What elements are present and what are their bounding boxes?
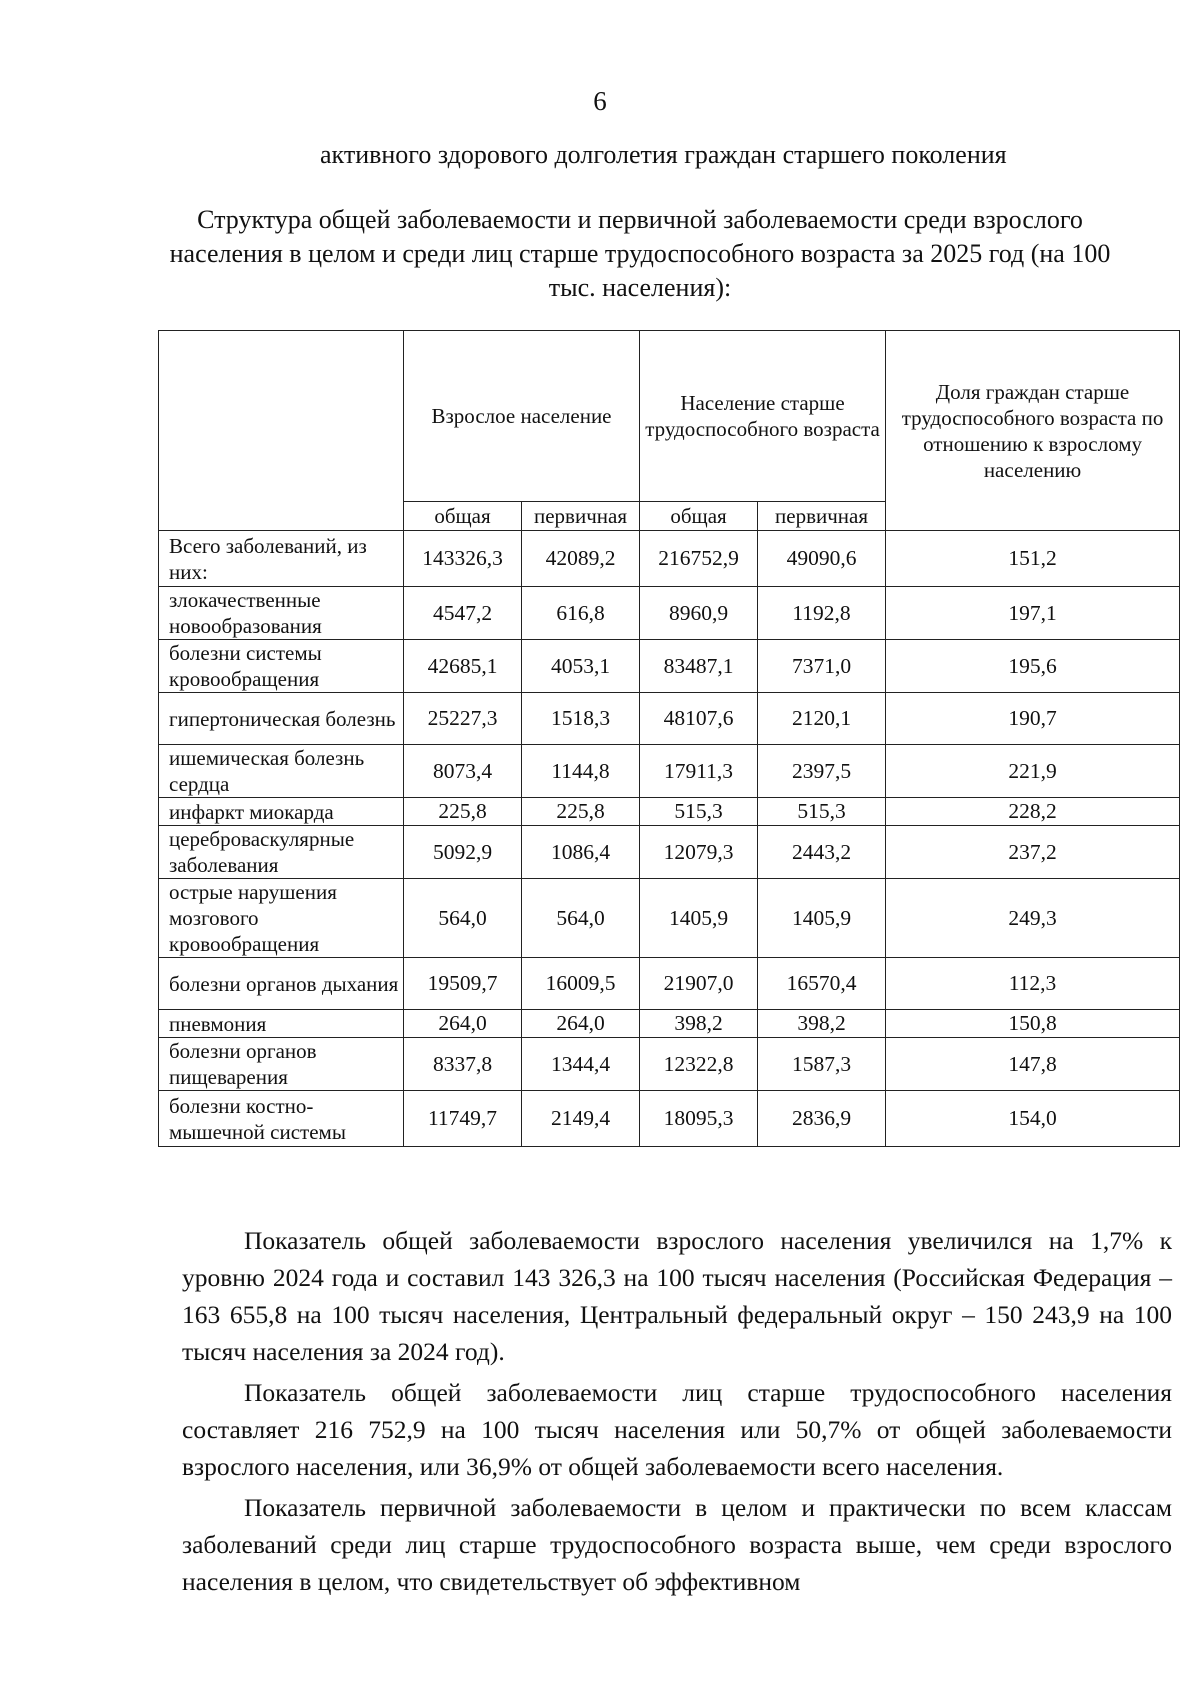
cell-senior-primary: 49090,6 bbox=[758, 531, 886, 587]
cell-senior-total: 21907,0 bbox=[640, 958, 758, 1010]
cell-adult-primary: 1144,8 bbox=[522, 745, 640, 798]
row-label: цереброваскулярные заболевания bbox=[159, 826, 404, 879]
subheader-adult-primary: первичная bbox=[522, 502, 640, 531]
cell-senior-share: 112,3 bbox=[886, 958, 1180, 1010]
row-label: Всего заболеваний, из них: bbox=[159, 531, 404, 587]
cell-adult-primary: 1518,3 bbox=[522, 693, 640, 745]
cell-adult-total: 19509,7 bbox=[404, 958, 522, 1010]
table-row bbox=[159, 798, 1180, 826]
cell-senior-share: 154,0 bbox=[886, 1091, 1180, 1147]
cell-adult-primary: 264,0 bbox=[522, 1010, 640, 1038]
cell-adult-primary: 42089,2 bbox=[522, 531, 640, 587]
cell-senior-share: 147,8 bbox=[886, 1038, 1180, 1091]
cell-senior-total: 216752,9 bbox=[640, 531, 758, 587]
page-number: 6 bbox=[593, 86, 607, 116]
cell-senior-total: 83487,1 bbox=[640, 640, 758, 693]
table-row bbox=[159, 958, 1180, 1010]
row-label: острые нарушения мозгового кровообращения bbox=[159, 879, 404, 958]
row-label: болезни костно-мышечной системы bbox=[159, 1091, 404, 1147]
cell-senior-total: 17911,3 bbox=[640, 745, 758, 798]
row-label: ишемическая болезнь сердца bbox=[159, 745, 404, 798]
cell-senior-total: 12079,3 bbox=[640, 826, 758, 879]
cell-adult-total: 5092,9 bbox=[404, 826, 522, 879]
cell-senior-primary: 515,3 bbox=[758, 798, 886, 826]
cell-senior-total: 8960,9 bbox=[640, 587, 758, 640]
cell-adult-primary: 616,8 bbox=[522, 587, 640, 640]
cell-senior-total: 12322,8 bbox=[640, 1038, 758, 1091]
table-title: Структура общей заболеваемости и первичной заболеваемости среди взрослого населения в целом и среди лиц старше трудоспособного возраста за 2025 год (на 100 тыс. населения): bbox=[169, 205, 1111, 302]
table-row bbox=[159, 745, 1180, 798]
cell-adult-total: 225,8 bbox=[404, 798, 522, 826]
header-adult-population: Взрослое население bbox=[404, 331, 640, 502]
subheader-senior-total: общая bbox=[640, 502, 758, 531]
cell-senior-share: 190,7 bbox=[886, 693, 1180, 745]
cell-adult-primary: 564,0 bbox=[522, 879, 640, 958]
cell-senior-share: 237,2 bbox=[886, 826, 1180, 879]
cell-senior-primary: 1587,3 bbox=[758, 1038, 886, 1091]
cell-senior-primary: 1405,9 bbox=[758, 879, 886, 958]
cell-adult-total: 8073,4 bbox=[404, 745, 522, 798]
row-label: инфаркт миокарда bbox=[159, 798, 404, 826]
cell-senior-share: 221,9 bbox=[886, 745, 1180, 798]
cell-senior-total: 1405,9 bbox=[640, 879, 758, 958]
table-row bbox=[159, 531, 1180, 587]
cell-adult-total: 4547,2 bbox=[404, 587, 522, 640]
cell-adult-primary: 225,8 bbox=[522, 798, 640, 826]
cell-adult-primary: 1086,4 bbox=[522, 826, 640, 879]
table-row bbox=[159, 826, 1180, 879]
cell-adult-total: 264,0 bbox=[404, 1010, 522, 1038]
cell-adult-total: 143326,3 bbox=[404, 531, 522, 587]
row-label: гипертоническая болезнь bbox=[159, 693, 404, 745]
paragraph: Показатель первичной заболеваемости в целом и практически по всем классам заболеваний среди лиц старше трудоспособного возраста выше, чем среди взрослого населения в целом, что свидетельствует об эффективном bbox=[182, 1493, 1172, 1596]
cell-senior-total: 48107,6 bbox=[640, 693, 758, 745]
header-empty-cell bbox=[159, 331, 404, 531]
cell-senior-primary: 2397,5 bbox=[758, 745, 886, 798]
row-label: пневмония bbox=[159, 1010, 404, 1038]
table-row bbox=[159, 879, 1180, 958]
cell-senior-share: 150,8 bbox=[886, 1010, 1180, 1038]
row-label: болезни системы кровообращения bbox=[159, 640, 404, 693]
table-row bbox=[159, 1038, 1180, 1091]
cell-adult-total: 42685,1 bbox=[404, 640, 522, 693]
morbidity-table bbox=[158, 330, 1180, 1147]
row-label: злокачественные новообразования bbox=[159, 587, 404, 640]
table-row bbox=[159, 587, 1180, 640]
cell-senior-share: 195,6 bbox=[886, 640, 1180, 693]
body-text bbox=[182, 1222, 1172, 1604]
table-row bbox=[159, 1010, 1180, 1038]
cell-senior-share: 151,2 bbox=[886, 531, 1180, 587]
continuation-line: активного здорового долголетия граждан старшего поколения bbox=[320, 140, 1007, 169]
row-label: болезни органов дыхания bbox=[159, 958, 404, 1010]
table-row bbox=[159, 640, 1180, 693]
cell-senior-primary: 16570,4 bbox=[758, 958, 886, 1010]
cell-senior-share: 249,3 bbox=[886, 879, 1180, 958]
cell-senior-primary: 1192,8 bbox=[758, 587, 886, 640]
header-senior-share: Доля граждан старше трудоспособного возраста по отношению к взрослому населению bbox=[886, 331, 1180, 531]
cell-adult-total: 11749,7 bbox=[404, 1091, 522, 1147]
table-row bbox=[159, 1091, 1180, 1147]
cell-senior-primary: 2836,9 bbox=[758, 1091, 886, 1147]
cell-adult-primary: 4053,1 bbox=[522, 640, 640, 693]
subheader-senior-primary: первичная bbox=[758, 502, 886, 531]
cell-senior-total: 398,2 bbox=[640, 1010, 758, 1038]
cell-senior-total: 515,3 bbox=[640, 798, 758, 826]
cell-senior-primary: 7371,0 bbox=[758, 640, 886, 693]
paragraph: Показатель общей заболеваемости взрослого населения увеличился на 1,7% к уровню 2024 года и составил 143 326,3 на 100 тысяч населения (Российская Федерация – 163 655,8 на 100 тысяч населения, Центральный федеральный округ – 150 243,9 на 100 тысяч населения за 2024 год). bbox=[182, 1226, 1172, 1366]
cell-adult-total: 564,0 bbox=[404, 879, 522, 958]
cell-adult-primary: 2149,4 bbox=[522, 1091, 640, 1147]
cell-senior-primary: 398,2 bbox=[758, 1010, 886, 1038]
cell-adult-primary: 1344,4 bbox=[522, 1038, 640, 1091]
cell-adult-primary: 16009,5 bbox=[522, 958, 640, 1010]
header-senior-population: Население старше трудоспособного возраста bbox=[640, 331, 886, 502]
cell-adult-total: 8337,8 bbox=[404, 1038, 522, 1091]
row-label: болезни органов пищеварения bbox=[159, 1038, 404, 1091]
cell-senior-primary: 2443,2 bbox=[758, 826, 886, 879]
cell-senior-primary: 2120,1 bbox=[758, 693, 886, 745]
table-row bbox=[159, 693, 1180, 745]
subheader-adult-total: общая bbox=[404, 502, 522, 531]
cell-senior-share: 197,1 bbox=[886, 587, 1180, 640]
cell-senior-total: 18095,3 bbox=[640, 1091, 758, 1147]
cell-senior-share: 228,2 bbox=[886, 798, 1180, 826]
cell-adult-total: 25227,3 bbox=[404, 693, 522, 745]
table-body bbox=[159, 531, 1180, 1147]
paragraph: Показатель общей заболеваемости лиц старше трудоспособного населения составляет 216 752,9 на 100 тысяч населения или 50,7% от общей заболеваемости взрослого населения, или 36,9% от общей заболеваемости всего населения. bbox=[182, 1378, 1172, 1481]
